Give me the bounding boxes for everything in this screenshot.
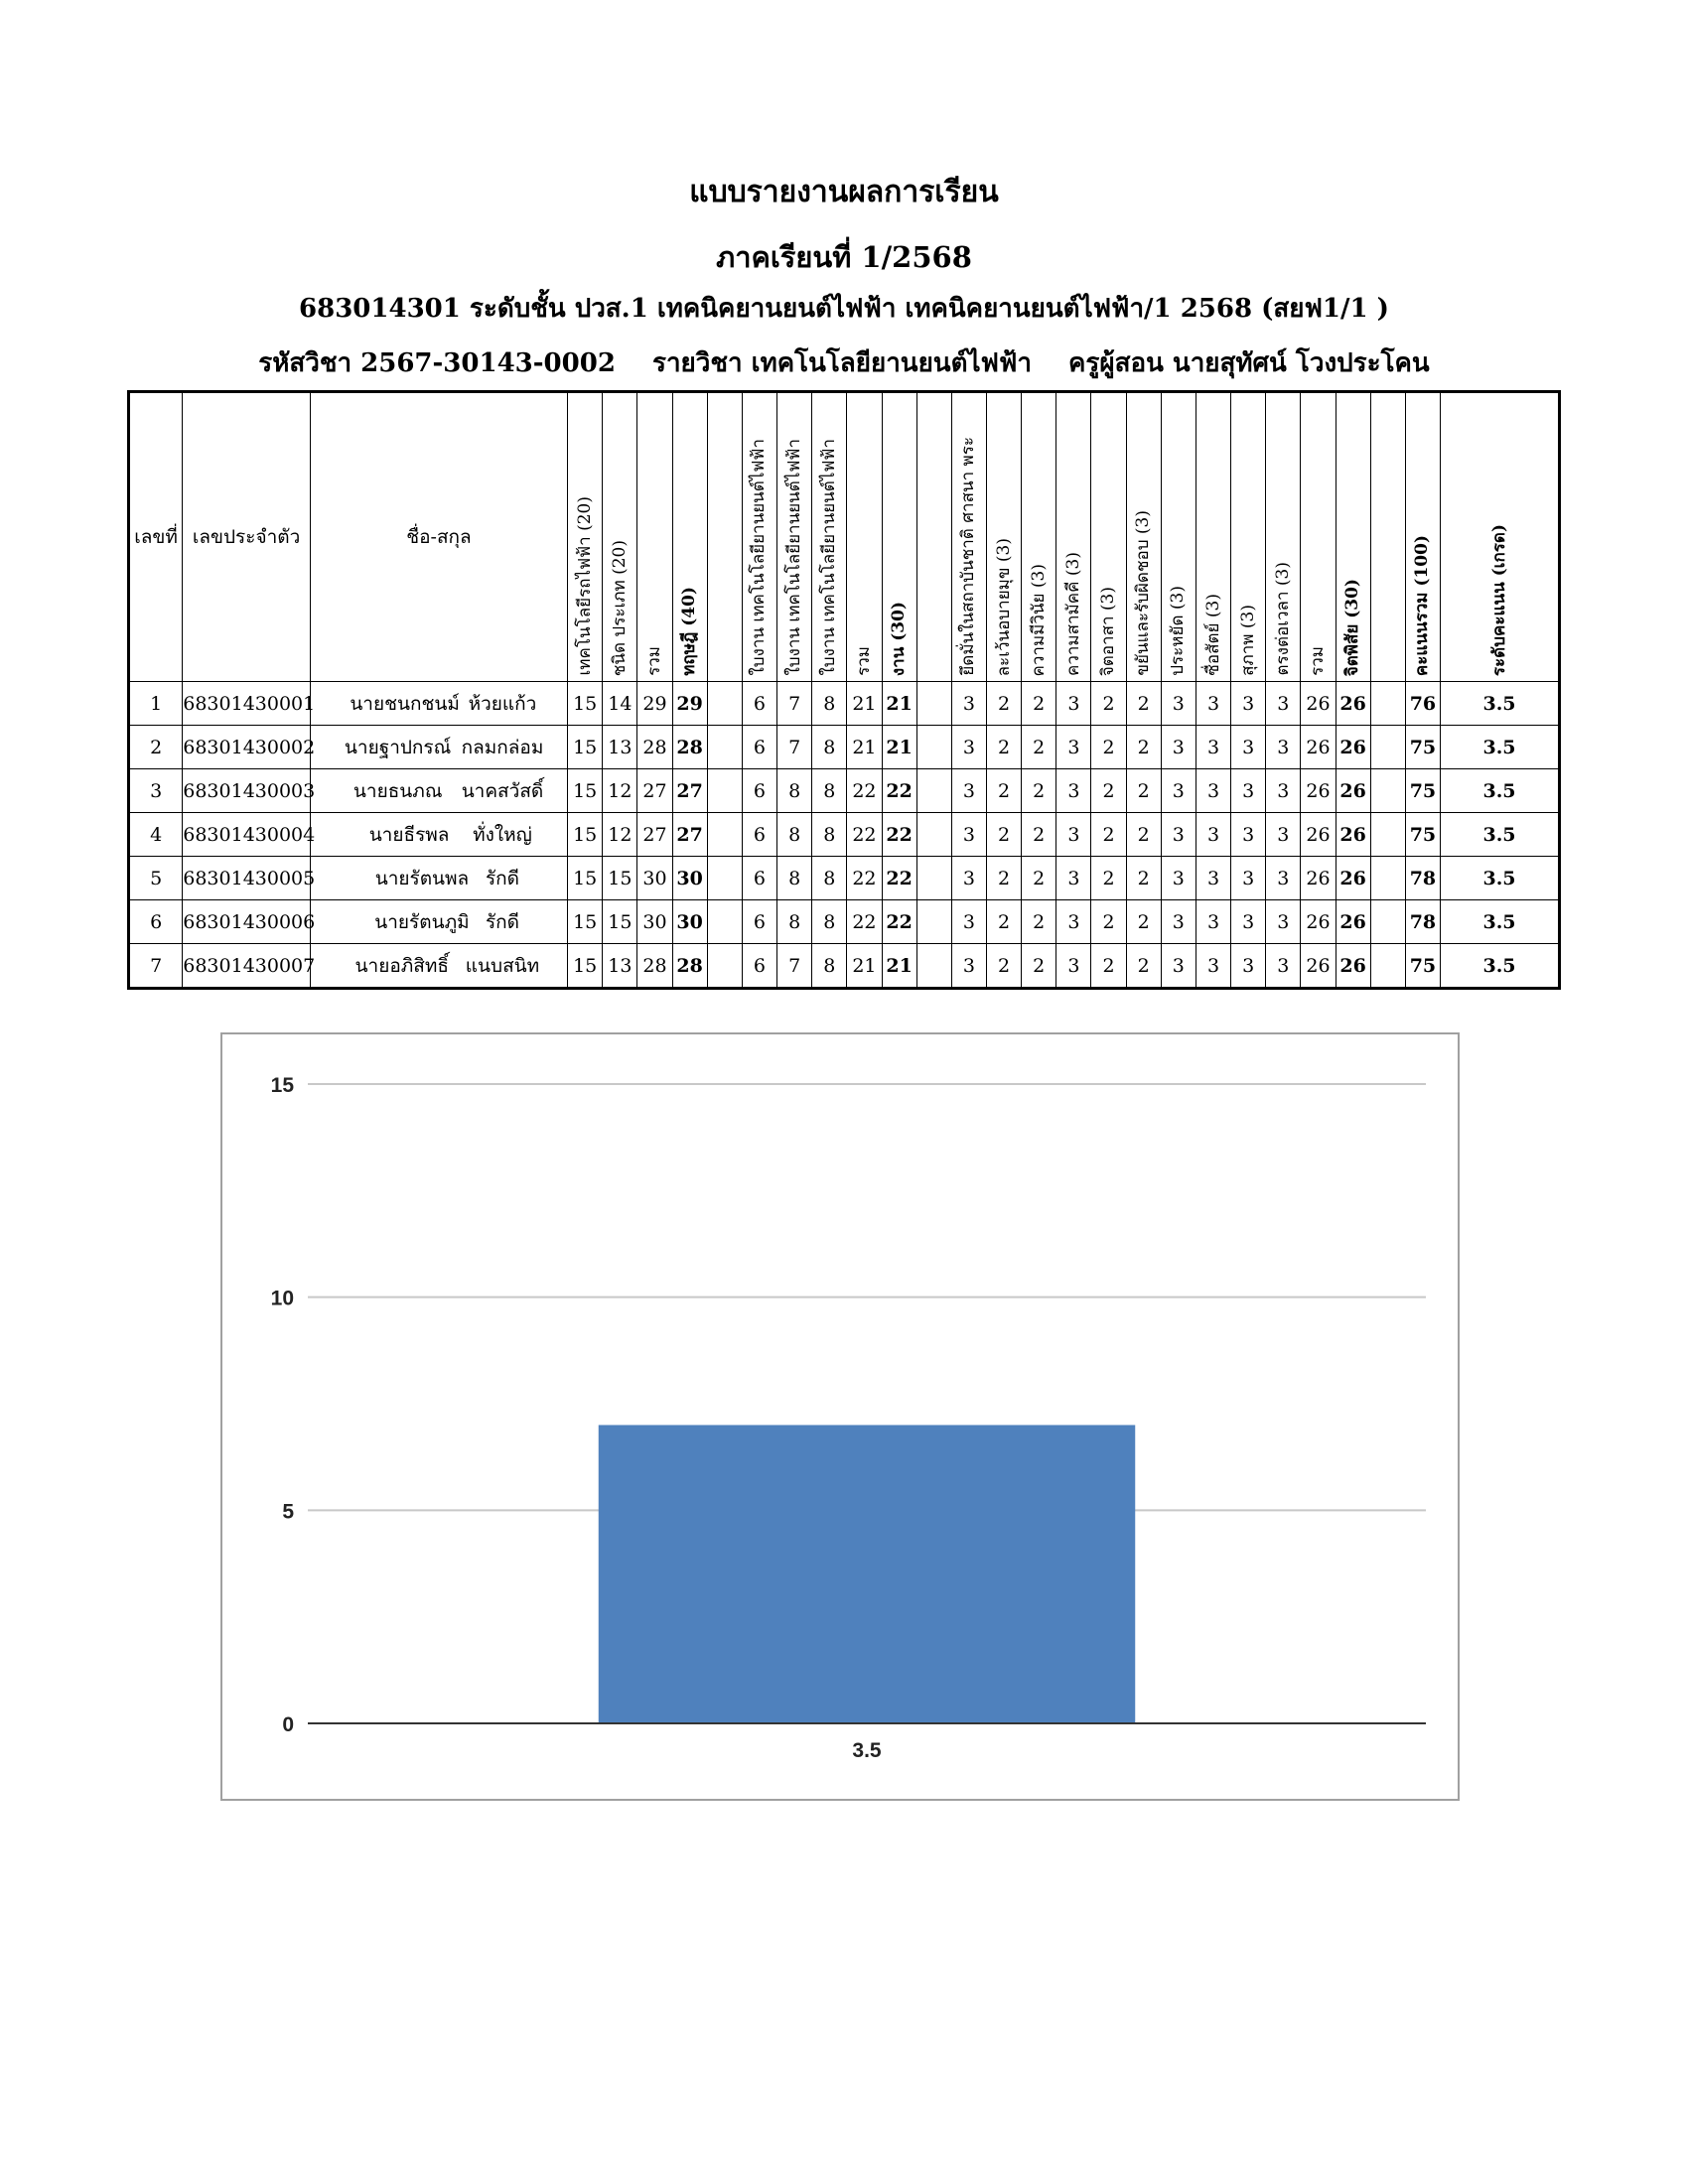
score-cell-c13: 2 <box>986 944 1021 989</box>
score-cell-c2: 15 <box>603 857 637 900</box>
report-title: แบบรายงานผลการเรียน <box>689 175 999 209</box>
first-name: นายธนภณ <box>352 779 443 802</box>
score-cell-c16: 2 <box>1091 769 1126 813</box>
score-cell-c15: 3 <box>1056 944 1091 989</box>
score-cell-c2: 12 <box>603 813 637 857</box>
score-cell-c9: 21 <box>847 944 882 989</box>
y-tick-label: 15 <box>270 1074 294 1097</box>
course-code: รหัสวิชา 2567-30143-0002 <box>258 348 616 378</box>
row-number: 5 <box>129 857 183 900</box>
score-cell-c14: 2 <box>1022 769 1056 813</box>
score-cell-c10: 22 <box>882 857 916 900</box>
header-student_id: เลขประจำตัว <box>183 392 311 682</box>
score-cell-c9: 21 <box>847 726 882 769</box>
score-cell-c10: 22 <box>882 900 916 944</box>
score-cell-c23: 26 <box>1336 813 1370 857</box>
first-name: นายชนกชนม์ <box>350 692 460 715</box>
score-cell-c23: 26 <box>1336 857 1370 900</box>
score-cell-c22: 26 <box>1301 813 1336 857</box>
score-cell-c14: 2 <box>1022 726 1056 769</box>
header-label: ละเว้นอบายมุข (3) <box>993 537 1014 676</box>
header-c17 <box>1126 392 1161 682</box>
last-name: รักดี <box>485 867 520 889</box>
student-id-cell: 68301430003 <box>183 769 311 813</box>
score-cell-c21: 3 <box>1266 769 1301 813</box>
score-cell-c18: 3 <box>1161 769 1196 813</box>
score-cell-c17: 2 <box>1126 900 1161 944</box>
score-cell-c24 <box>1370 726 1405 769</box>
score-cell-c16: 2 <box>1091 813 1126 857</box>
score-cell-c3: 27 <box>637 813 672 857</box>
score-cell-c7: 7 <box>777 682 812 726</box>
score-cell-c20: 3 <box>1231 857 1266 900</box>
score-cell-c19: 3 <box>1196 813 1230 857</box>
score-cell-c4: 30 <box>672 900 707 944</box>
score-cell-c24 <box>1370 682 1405 726</box>
score-cell-c25: 75 <box>1405 813 1440 857</box>
header-c12 <box>951 392 986 682</box>
header-no: เลขที่ <box>129 392 183 682</box>
score-cell-c5 <box>707 857 742 900</box>
score-cell-c21: 3 <box>1266 900 1301 944</box>
score-cell-c17: 2 <box>1126 682 1161 726</box>
score-cell-c4: 27 <box>672 769 707 813</box>
score-cell-c2: 13 <box>603 726 637 769</box>
last-name: ทั่งใหญ่ <box>473 823 532 846</box>
score-cell-c15: 3 <box>1056 857 1091 900</box>
score-cell-c5 <box>707 944 742 989</box>
score-cell-c12: 3 <box>951 944 986 989</box>
score-cell-c19: 3 <box>1196 857 1230 900</box>
score-cell-c23: 26 <box>1336 769 1370 813</box>
score-cell-c17: 2 <box>1126 726 1161 769</box>
score-cell-c26: 3.5 <box>1441 682 1560 726</box>
score-cell-c15: 3 <box>1056 813 1091 857</box>
score-cell-c5 <box>707 682 742 726</box>
header-label: รวม <box>644 646 664 676</box>
score-cell-c25: 75 <box>1405 726 1440 769</box>
score-cell-c5 <box>707 900 742 944</box>
score-cell-c8: 8 <box>812 944 847 989</box>
header-c26 <box>1441 392 1560 682</box>
student-name-cell <box>310 682 567 726</box>
score-cell-c20: 3 <box>1231 769 1266 813</box>
header-c8 <box>812 392 847 682</box>
row-number: 6 <box>129 900 183 944</box>
student-name-cell <box>310 944 567 989</box>
table-row <box>129 682 1560 726</box>
header-label: ยึดมั่นในสถาบันชาติ ศาสนา พระ <box>958 437 979 676</box>
score-cell-c9: 22 <box>847 813 882 857</box>
score-cell-c19: 3 <box>1196 944 1230 989</box>
score-cell-c10: 21 <box>882 726 916 769</box>
score-cell-c1: 15 <box>568 813 603 857</box>
score-cell-c11 <box>916 769 951 813</box>
score-cell-c20: 3 <box>1231 682 1266 726</box>
header-label: ระดับคะแนน (เกรด) <box>1488 523 1509 676</box>
score-cell-c4: 29 <box>672 682 707 726</box>
y-tick-label: 5 <box>282 1500 294 1524</box>
score-cell-c15: 3 <box>1056 682 1091 726</box>
score-cell-c25: 78 <box>1405 900 1440 944</box>
header-label: ทฤษฎี (40) <box>679 587 700 676</box>
score-cell-c18: 3 <box>1161 682 1196 726</box>
score-cell-c21: 3 <box>1266 944 1301 989</box>
table-body <box>129 682 1560 989</box>
header-c11 <box>916 392 951 682</box>
student-id-cell: 68301430007 <box>183 944 311 989</box>
last-name: ห้วยแก้ว <box>468 692 537 715</box>
header-c3 <box>637 392 672 682</box>
score-cell-c21: 3 <box>1266 726 1301 769</box>
score-cell-c24 <box>1370 900 1405 944</box>
header-label: ใบงาน เทคโนโลยียานยนต์ไฟฟ้า <box>818 439 839 676</box>
score-cell-c16: 2 <box>1091 944 1126 989</box>
student-name-cell <box>310 900 567 944</box>
score-cell-c6: 6 <box>742 682 776 726</box>
score-cell-c8: 8 <box>812 857 847 900</box>
header-label: ความมีวินัย (3) <box>1028 563 1049 676</box>
score-cell-c7: 8 <box>777 857 812 900</box>
score-cell-c22: 26 <box>1301 900 1336 944</box>
score-cell-c8: 8 <box>812 682 847 726</box>
score-cell-c9: 22 <box>847 857 882 900</box>
score-cell-c2: 14 <box>603 682 637 726</box>
score-cell-c22: 26 <box>1301 726 1336 769</box>
score-cell-c13: 2 <box>986 857 1021 900</box>
score-cell-c11 <box>916 726 951 769</box>
score-cell-c2: 13 <box>603 944 637 989</box>
first-name: นายรัตนพล <box>374 867 470 889</box>
header-label: ขยันและรับผิดชอบ (3) <box>1133 510 1154 676</box>
score-cell-c3: 28 <box>637 726 672 769</box>
score-cell-c1: 15 <box>568 769 603 813</box>
last-name: กลมกล่อม <box>461 736 544 758</box>
score-cell-c17: 2 <box>1126 769 1161 813</box>
score-cell-c7: 7 <box>777 944 812 989</box>
score-cell-c24 <box>1370 944 1405 989</box>
score-cell-c17: 2 <box>1126 813 1161 857</box>
header-c14 <box>1022 392 1056 682</box>
score-cell-c6: 6 <box>742 769 776 813</box>
student-id-cell: 68301430005 <box>183 857 311 900</box>
score-cell-c22: 26 <box>1301 944 1336 989</box>
score-cell-c20: 3 <box>1231 726 1266 769</box>
score-cell-c1: 15 <box>568 726 603 769</box>
first-name: นายฐาปกรณ์ <box>344 736 452 758</box>
score-cell-c24 <box>1370 813 1405 857</box>
course-name: รายวิชา เทคโนโลยียานยนต์ไฟฟ้า <box>651 348 1032 378</box>
score-cell-c13: 2 <box>986 726 1021 769</box>
score-cell-c10: 22 <box>882 813 916 857</box>
score-cell-c26: 3.5 <box>1441 900 1560 944</box>
score-cell-c14: 2 <box>1022 682 1056 726</box>
score-cell-c24 <box>1370 769 1405 813</box>
score-cell-c10: 22 <box>882 769 916 813</box>
score-cell-c18: 3 <box>1161 726 1196 769</box>
last-name: แนบสนิท <box>465 954 540 977</box>
student-id-cell: 68301430002 <box>183 726 311 769</box>
score-cell-c14: 2 <box>1022 944 1056 989</box>
score-cell-c11 <box>916 944 951 989</box>
score-cell-c5 <box>707 769 742 813</box>
score-cell-c8: 8 <box>812 900 847 944</box>
header-c25 <box>1405 392 1440 682</box>
header-c4 <box>672 392 707 682</box>
score-cell-c14: 2 <box>1022 857 1056 900</box>
score-cell-c12: 3 <box>951 857 986 900</box>
bar <box>599 1425 1135 1723</box>
header-label: เทคโนโลยีรถไฟฟ้า (20) <box>574 496 595 676</box>
score-cell-c3: 30 <box>637 900 672 944</box>
term-label: ภาคเรียนที่ 1/2568 <box>716 240 972 274</box>
score-cell-c19: 3 <box>1196 769 1230 813</box>
chart-svg <box>222 1034 1458 1799</box>
first-name: นายอภิสิทธิ์ <box>354 954 449 977</box>
score-cell-c1: 15 <box>568 682 603 726</box>
table-row <box>129 900 1560 944</box>
score-cell-c17: 2 <box>1126 944 1161 989</box>
score-cell-c10: 21 <box>882 682 916 726</box>
score-cell-c25: 75 <box>1405 769 1440 813</box>
score-cell-c8: 8 <box>812 813 847 857</box>
header-c7 <box>777 392 812 682</box>
score-cell-c26: 3.5 <box>1441 857 1560 900</box>
score-cell-c19: 3 <box>1196 682 1230 726</box>
score-cell-c5 <box>707 726 742 769</box>
student-name-cell <box>310 769 567 813</box>
course-line <box>0 342 1688 383</box>
table-row <box>129 769 1560 813</box>
score-cell-c23: 26 <box>1336 682 1370 726</box>
table-header <box>129 392 1560 682</box>
header-c15 <box>1056 392 1091 682</box>
score-cell-c12: 3 <box>951 726 986 769</box>
score-cell-c1: 15 <box>568 900 603 944</box>
score-cell-c6: 6 <box>742 813 776 857</box>
header-c1 <box>568 392 603 682</box>
x-tick-label: 3.5 <box>852 1739 882 1762</box>
grade-distribution-chart <box>220 1032 1460 1801</box>
header-c2 <box>603 392 637 682</box>
score-cell-c26: 3.5 <box>1441 726 1560 769</box>
header-label: รวม <box>1307 646 1328 676</box>
score-cell-c11 <box>916 900 951 944</box>
teacher-name: ครูผู้สอน นายสุทัศน์ โวงประโคน <box>1068 348 1430 378</box>
score-cell-c25: 76 <box>1405 682 1440 726</box>
score-cell-c23: 26 <box>1336 900 1370 944</box>
score-cell-c6: 6 <box>742 900 776 944</box>
header-label: สุภาพ (3) <box>1237 605 1258 676</box>
score-cell-c20: 3 <box>1231 813 1266 857</box>
score-cell-c3: 27 <box>637 769 672 813</box>
header-label: จิตอาสา (3) <box>1098 586 1119 676</box>
header-label: จิตพิสัย (30) <box>1342 578 1363 676</box>
score-cell-c15: 3 <box>1056 726 1091 769</box>
score-cell-c3: 28 <box>637 944 672 989</box>
score-cell-c7: 8 <box>777 769 812 813</box>
score-cell-c5 <box>707 813 742 857</box>
score-cell-c21: 3 <box>1266 857 1301 900</box>
score-cell-c14: 2 <box>1022 813 1056 857</box>
header-c16 <box>1091 392 1126 682</box>
score-cell-c18: 3 <box>1161 900 1196 944</box>
header-name: ชื่อ-สกุล <box>310 392 567 682</box>
score-cell-c1: 15 <box>568 944 603 989</box>
class-line: 683014301 ระดับชั้น ปวส.1 เทคนิคยานยนต์ไฟฟ้า เทคนิคยานยนต์ไฟฟ้า/1 2568 (สยฟ1/1 ) <box>299 294 1389 324</box>
score-cell-c17: 2 <box>1126 857 1161 900</box>
header-c24 <box>1370 392 1405 682</box>
score-cell-c1: 15 <box>568 857 603 900</box>
score-cell-c13: 2 <box>986 769 1021 813</box>
score-cell-c19: 3 <box>1196 900 1230 944</box>
score-cell-c20: 3 <box>1231 944 1266 989</box>
score-cell-c13: 2 <box>986 813 1021 857</box>
score-cell-c4: 28 <box>672 944 707 989</box>
student-id-cell: 68301430006 <box>183 900 311 944</box>
score-cell-c4: 28 <box>672 726 707 769</box>
score-cell-c18: 3 <box>1161 857 1196 900</box>
header-c13 <box>986 392 1021 682</box>
score-cell-c7: 8 <box>777 813 812 857</box>
y-tick-label: 10 <box>270 1287 294 1310</box>
header-label: ซื่อสัตย์ (3) <box>1202 594 1223 676</box>
grades-table <box>127 390 1561 990</box>
score-cell-c21: 3 <box>1266 682 1301 726</box>
header-label: งาน (30) <box>889 601 910 676</box>
score-cell-c6: 6 <box>742 944 776 989</box>
header-c18 <box>1161 392 1196 682</box>
header-label: ความสามัคคี (3) <box>1062 551 1083 676</box>
header-label: ชนิด ประเภท (20) <box>609 539 630 676</box>
score-cell-c24 <box>1370 857 1405 900</box>
score-cell-c19: 3 <box>1196 726 1230 769</box>
student-id-cell: 68301430004 <box>183 813 311 857</box>
score-cell-c9: 22 <box>847 900 882 944</box>
score-cell-c4: 30 <box>672 857 707 900</box>
header-c21 <box>1266 392 1301 682</box>
student-name-cell <box>310 857 567 900</box>
score-cell-c16: 2 <box>1091 900 1126 944</box>
header-label: รวม <box>853 646 874 676</box>
last-name: รักดี <box>485 910 520 933</box>
score-cell-c21: 3 <box>1266 813 1301 857</box>
header-label: ใบงาน เทคโนโลยียานยนต์ไฟฟ้า <box>749 439 770 676</box>
score-cell-c22: 26 <box>1301 682 1336 726</box>
header-label: ใบงาน เทคโนโลยียานยนต์ไฟฟ้า <box>783 439 804 676</box>
table-row <box>129 813 1560 857</box>
score-cell-c3: 30 <box>637 857 672 900</box>
score-cell-c6: 6 <box>742 857 776 900</box>
score-cell-c12: 3 <box>951 900 986 944</box>
score-cell-c11 <box>916 682 951 726</box>
header-c22 <box>1301 392 1336 682</box>
row-number: 1 <box>129 682 183 726</box>
header-c9 <box>847 392 882 682</box>
row-number: 7 <box>129 944 183 989</box>
score-cell-c12: 3 <box>951 769 986 813</box>
score-cell-c8: 8 <box>812 726 847 769</box>
first-name: นายรัตนภูมิ <box>374 910 470 933</box>
score-cell-c15: 3 <box>1056 769 1091 813</box>
score-cell-c25: 75 <box>1405 944 1440 989</box>
header-label: ตรงต่อเวลา (3) <box>1272 562 1293 676</box>
first-name: นายธีรพล <box>368 823 450 846</box>
score-cell-c6: 6 <box>742 726 776 769</box>
score-cell-c23: 26 <box>1336 726 1370 769</box>
score-cell-c15: 3 <box>1056 900 1091 944</box>
score-cell-c10: 21 <box>882 944 916 989</box>
score-cell-c26: 3.5 <box>1441 813 1560 857</box>
score-cell-c16: 2 <box>1091 726 1126 769</box>
header-c20 <box>1231 392 1266 682</box>
score-cell-c22: 26 <box>1301 857 1336 900</box>
score-cell-c12: 3 <box>951 682 986 726</box>
row-number: 2 <box>129 726 183 769</box>
score-cell-c13: 2 <box>986 682 1021 726</box>
score-cell-c23: 26 <box>1336 944 1370 989</box>
score-cell-c20: 3 <box>1231 900 1266 944</box>
table-row <box>129 944 1560 989</box>
table-row <box>129 726 1560 769</box>
score-cell-c25: 78 <box>1405 857 1440 900</box>
score-cell-c9: 22 <box>847 769 882 813</box>
score-cell-c12: 3 <box>951 813 986 857</box>
table-row <box>129 857 1560 900</box>
score-cell-c7: 7 <box>777 726 812 769</box>
score-cell-c3: 29 <box>637 682 672 726</box>
header-c6 <box>742 392 776 682</box>
score-cell-c22: 26 <box>1301 769 1336 813</box>
score-cell-c16: 2 <box>1091 857 1126 900</box>
student-id-cell: 68301430001 <box>183 682 311 726</box>
score-cell-c7: 8 <box>777 900 812 944</box>
score-cell-c2: 15 <box>603 900 637 944</box>
score-cell-c26: 3.5 <box>1441 769 1560 813</box>
score-cell-c9: 21 <box>847 682 882 726</box>
row-number: 3 <box>129 769 183 813</box>
y-tick-label: 0 <box>282 1713 294 1736</box>
student-name-cell <box>310 813 567 857</box>
score-cell-c2: 12 <box>603 769 637 813</box>
score-cell-c11 <box>916 857 951 900</box>
score-cell-c14: 2 <box>1022 900 1056 944</box>
score-cell-c16: 2 <box>1091 682 1126 726</box>
header-c19 <box>1196 392 1230 682</box>
score-cell-c18: 3 <box>1161 944 1196 989</box>
header-c5 <box>707 392 742 682</box>
score-cell-c8: 8 <box>812 769 847 813</box>
score-cell-c11 <box>916 813 951 857</box>
score-cell-c18: 3 <box>1161 813 1196 857</box>
score-cell-c26: 3.5 <box>1441 944 1560 989</box>
header-label: ประหยัด (3) <box>1168 586 1189 676</box>
score-cell-c13: 2 <box>986 900 1021 944</box>
last-name: นาคสวัสดิ์ <box>461 779 544 802</box>
header-c23 <box>1336 392 1370 682</box>
header-c10 <box>882 392 916 682</box>
score-cell-c4: 27 <box>672 813 707 857</box>
header-label: คะแนนรวม (100) <box>1412 534 1433 676</box>
row-number: 4 <box>129 813 183 857</box>
student-name-cell <box>310 726 567 769</box>
